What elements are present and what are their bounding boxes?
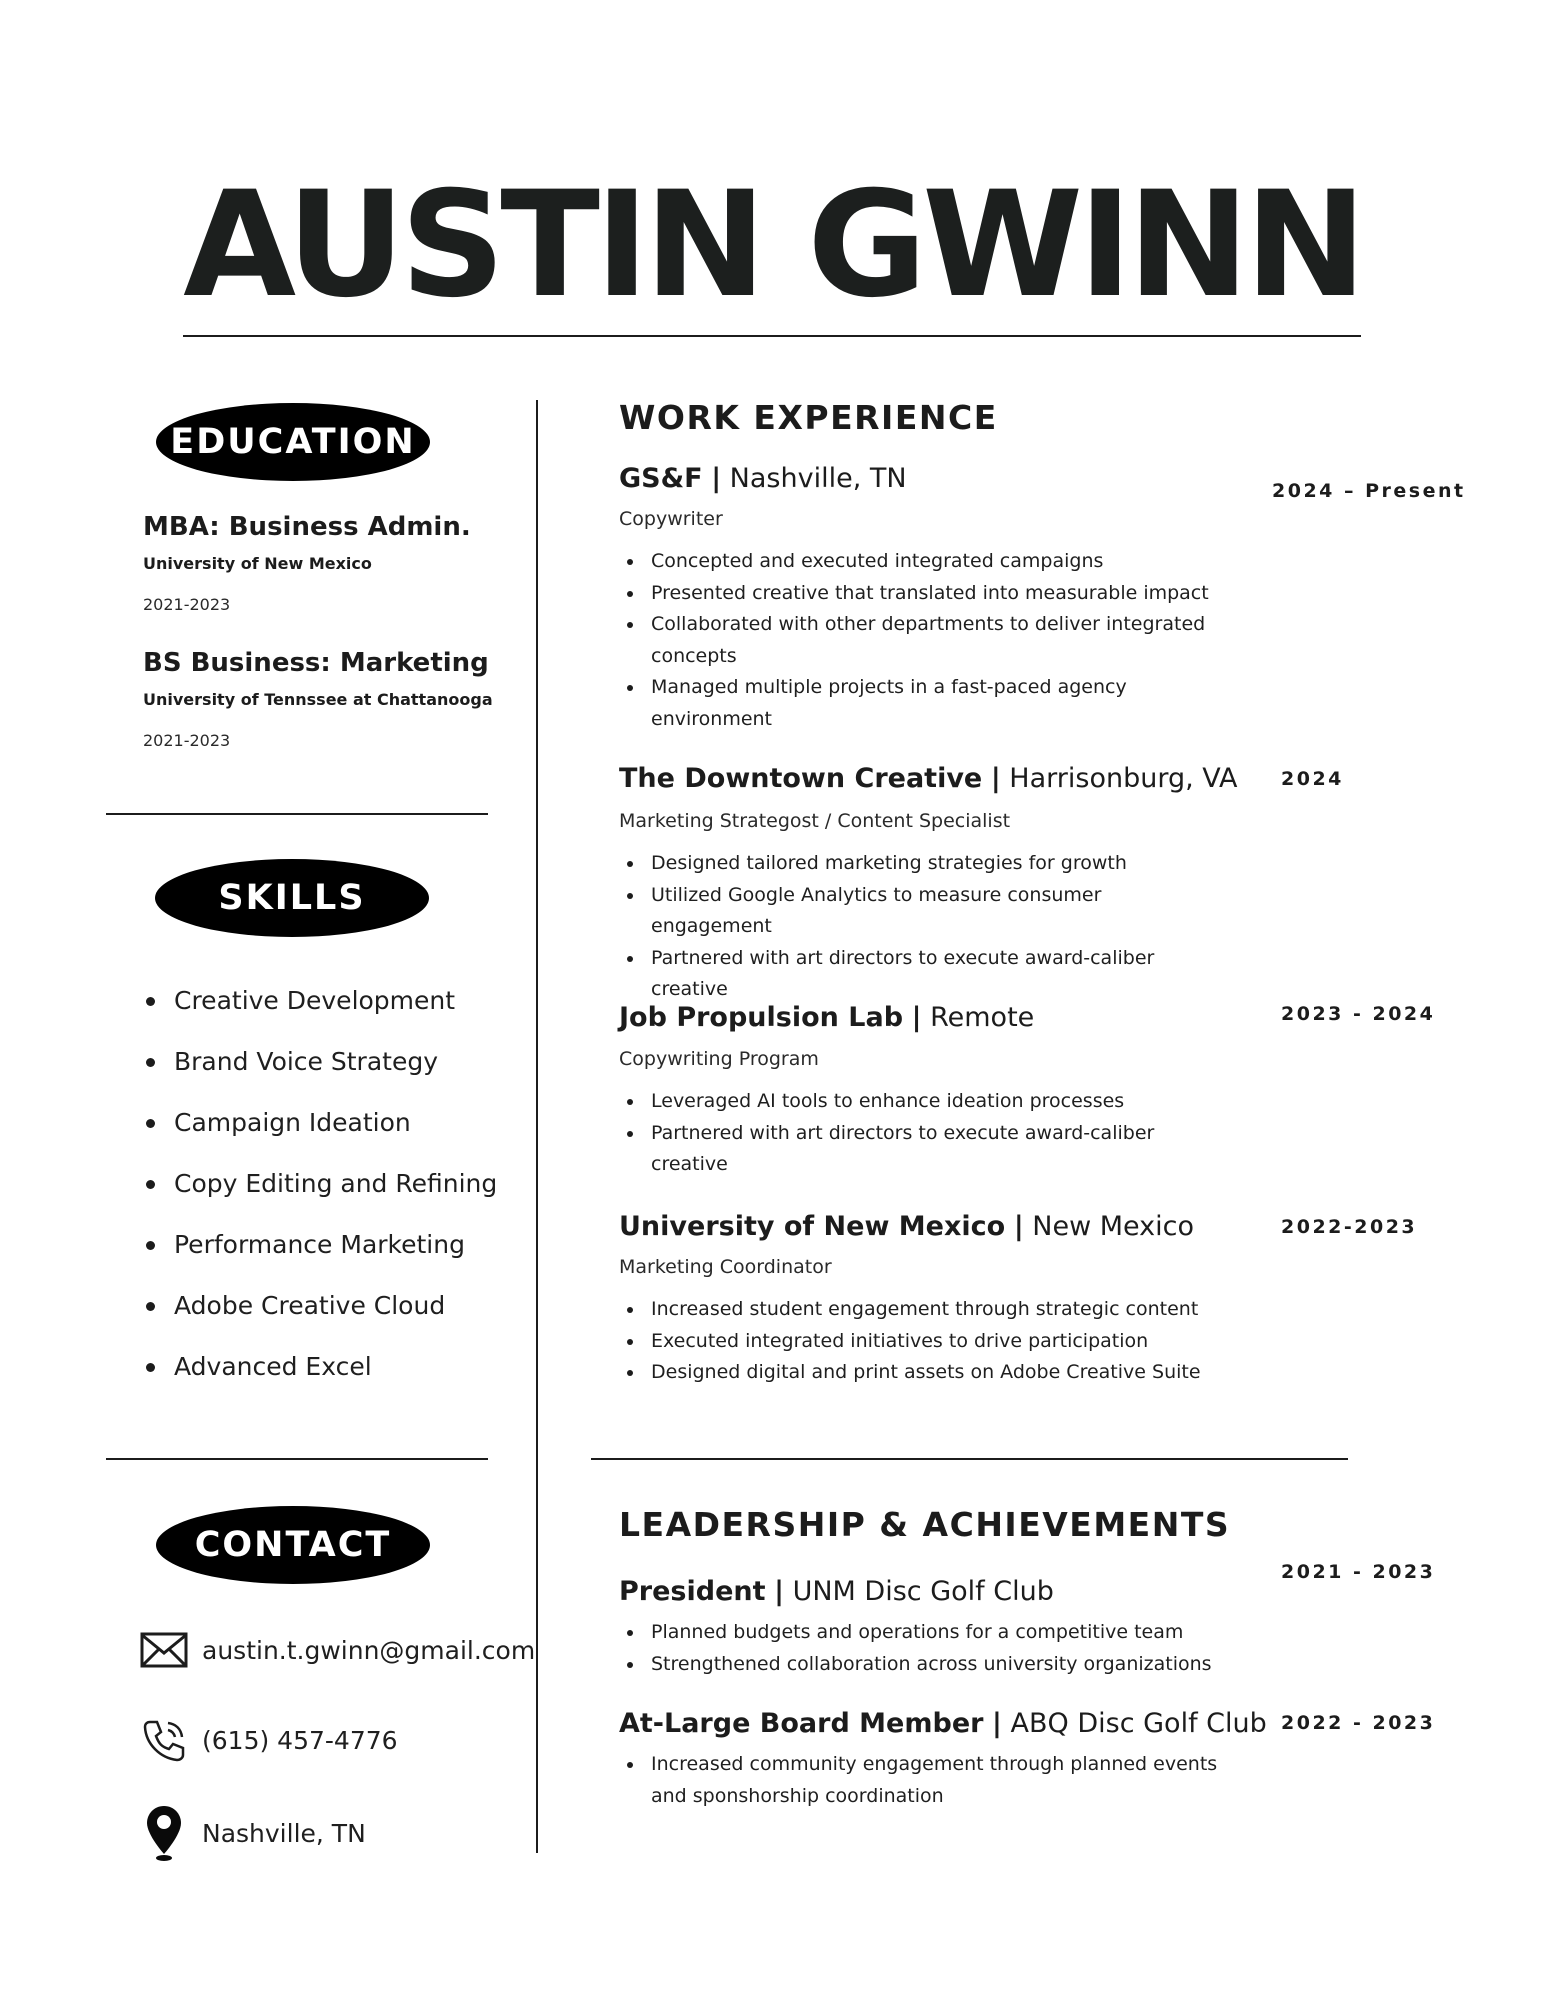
email-text[interactable]: austin.t.gwinn@gmail.com	[202, 1635, 536, 1665]
job-org: The Downtown Creative	[619, 763, 983, 794]
education-years: 2021-2023	[143, 731, 231, 750]
education-heading: EDUCATION	[156, 403, 430, 481]
leadership-separator: |	[992, 1708, 1002, 1739]
job-dates: 2023 - 2024	[1281, 1003, 1436, 1025]
education-degree: BS Business: Marketing	[143, 648, 489, 678]
skill-item: Advanced Excel	[140, 1351, 497, 1412]
skill-item: Campaign Ideation	[140, 1107, 497, 1168]
leadership-heading-row	[619, 1576, 1054, 1607]
leadership-title: President	[619, 1576, 766, 1607]
bullet-item: Strengthened collaboration across university organizations	[619, 1649, 1219, 1681]
skill-item: Performance Marketing	[140, 1229, 497, 1290]
job-dates: 2024 – Present	[1272, 480, 1466, 502]
skill-item: Adobe Creative Cloud	[140, 1290, 497, 1351]
leadership-dates: 2022 - 2023	[1281, 1712, 1436, 1734]
right-divider	[591, 1458, 1348, 1460]
phone-icon	[140, 1716, 188, 1764]
job-location: Harrisonburg, VA	[1009, 763, 1238, 794]
job-separator: |	[711, 463, 722, 494]
bullet-item: Managed multiple projects in a fast-paced agency environment	[619, 672, 1219, 735]
job-heading	[619, 1211, 1194, 1242]
bullet-item: Leveraged AI tools to enhance ideation processes	[619, 1086, 1219, 1118]
skill-item: Copy Editing and Refining	[140, 1168, 497, 1229]
skills-list	[140, 985, 497, 1412]
resume-name: AUSTIN GWINN	[183, 160, 1362, 330]
left-divider	[106, 1458, 488, 1460]
bullet-item: Designed digital and print assets on Adobe Creative Suite	[619, 1357, 1219, 1389]
mail-icon	[140, 1626, 188, 1674]
job-org: GS&F	[619, 463, 703, 494]
bullet-item: Planned budgets and operations for a competitive team	[619, 1617, 1219, 1649]
job-org: University of New Mexico	[619, 1211, 1006, 1242]
job-role: Marketing Coordinator	[619, 1256, 832, 1278]
job-org: Job Propulsion Lab	[619, 1002, 904, 1033]
location-pin-icon	[140, 1809, 188, 1857]
bullet-item: Concepted and executed integrated campaigns	[619, 546, 1219, 578]
job-dates: 2022-2023	[1281, 1216, 1418, 1238]
leadership-bullets	[619, 1749, 1219, 1812]
job-dates: 2024	[1281, 768, 1344, 790]
bullet-item: Increased community engagement through planned events and sponshorship coordination	[619, 1749, 1219, 1812]
bullet-item: Executed integrated initiatives to drive participation	[619, 1326, 1219, 1358]
job-separator: |	[911, 1002, 922, 1033]
leadership-org: UNM Disc Golf Club	[792, 1576, 1054, 1607]
skills-heading: SKILLS	[155, 859, 429, 937]
job-location: Remote	[930, 1002, 1035, 1033]
skill-item: Brand Voice Strategy	[140, 1046, 497, 1107]
job-role: Copywriting Program	[619, 1048, 819, 1070]
work-experience-heading: WORK EXPERIENCE	[619, 398, 998, 437]
skill-item: Creative Development	[140, 985, 497, 1046]
contact-location	[140, 1809, 366, 1857]
job-role: Copywriter	[619, 508, 723, 530]
job-bullets	[619, 1086, 1219, 1181]
left-divider	[106, 813, 488, 815]
contact-email[interactable]	[140, 1626, 535, 1674]
bullet-item: Collaborated with other departments to deliver integrated concepts	[619, 609, 1219, 672]
education-years: 2021-2023	[143, 595, 231, 614]
job-location: New Mexico	[1032, 1211, 1195, 1242]
job-heading	[619, 763, 1237, 794]
job-separator: |	[1013, 1211, 1024, 1242]
job-location: Nashville, TN	[729, 463, 907, 494]
leadership-heading: LEADERSHIP & ACHIEVEMENTS	[619, 1505, 1231, 1544]
contact-heading: CONTACT	[156, 1506, 430, 1584]
bullet-item: Utilized Google Analytics to measure consumer engagement	[619, 880, 1219, 943]
header-divider	[183, 335, 1361, 337]
education-school: University of Tennssee at Chattanooga	[143, 690, 493, 709]
bullet-item: Partnered with art directors to execute award-caliber creative	[619, 943, 1219, 1006]
job-role: Marketing Strategost / Content Specialist	[619, 810, 1011, 832]
job-heading	[619, 463, 907, 494]
leadership-title: At-Large Board Member	[619, 1708, 984, 1739]
leadership-heading-row	[619, 1708, 1267, 1739]
bullet-item: Designed tailored marketing strategies for growth	[619, 848, 1219, 880]
education-school: University of New Mexico	[143, 554, 372, 573]
leadership-separator: |	[774, 1576, 784, 1607]
bullet-item: Presented creative that translated into measurable impact	[619, 578, 1219, 610]
bullet-item: Increased student engagement through strategic content	[619, 1294, 1219, 1326]
job-bullets	[619, 1294, 1219, 1389]
contact-phone[interactable]	[140, 1716, 398, 1764]
location-text: Nashville, TN	[202, 1818, 366, 1848]
job-bullets	[619, 848, 1219, 1006]
education-degree: MBA: Business Admin.	[143, 512, 471, 542]
leadership-bullets	[619, 1617, 1219, 1680]
job-separator: |	[990, 763, 1001, 794]
job-heading	[619, 1002, 1034, 1033]
bullet-item: Partnered with art directors to execute award-caliber creative	[619, 1118, 1219, 1181]
column-divider	[536, 400, 538, 1853]
job-bullets	[619, 546, 1219, 735]
leadership-dates: 2021 - 2023	[1281, 1561, 1436, 1583]
phone-text[interactable]: (615) 457-4776	[202, 1725, 398, 1755]
leadership-org: ABQ Disc Golf Club	[1010, 1708, 1267, 1739]
